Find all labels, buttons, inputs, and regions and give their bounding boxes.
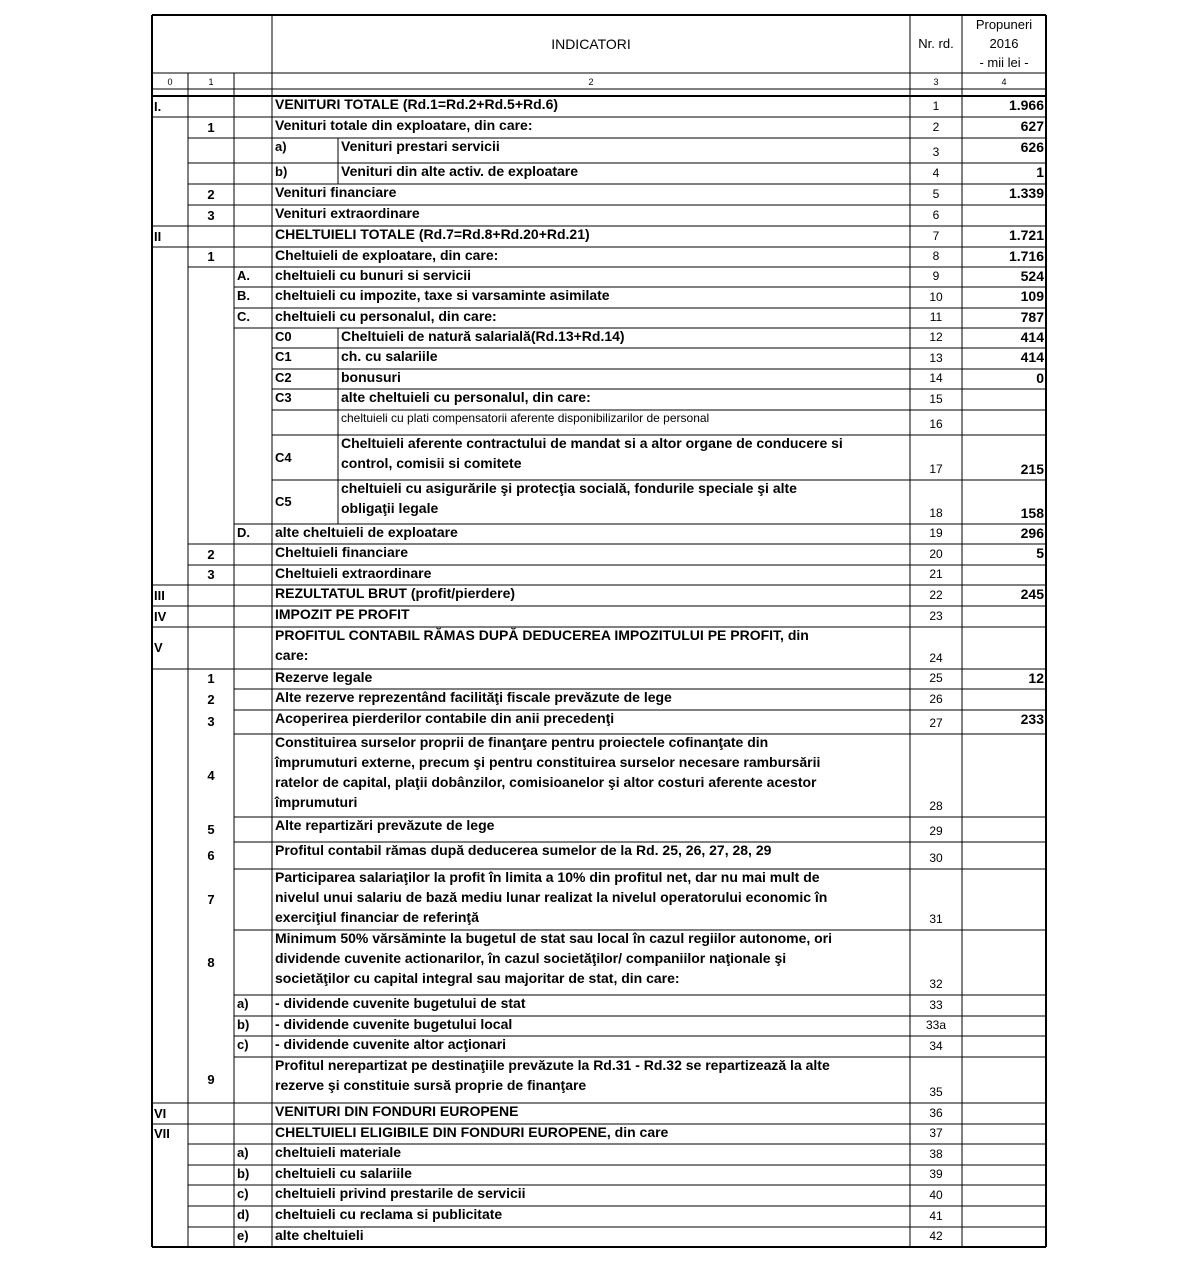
indicator-description: Cheltuieli financiare	[275, 544, 409, 560]
section-number: 6	[207, 847, 215, 863]
indicator-description: Venituri din alte activ. de exploatare	[341, 163, 579, 179]
section-number: 5	[207, 821, 215, 837]
row-number: 12	[929, 330, 943, 344]
roman-numeral: IV	[154, 608, 167, 624]
row-number: 5	[932, 187, 940, 201]
item-code: C3	[275, 390, 292, 405]
indicator-description: cheltuieli cu reclama si publicitate	[275, 1206, 503, 1222]
indicator-description: CHELTUIELI TOTALE (Rd.7=Rd.8+Rd.20+Rd.21)	[275, 226, 590, 242]
proposed-value: 1	[1036, 164, 1044, 180]
row-number: 18	[929, 506, 943, 520]
row-number: 7	[932, 229, 940, 243]
proposed-value: 1.339	[1008, 185, 1044, 201]
header-propuneri-line: Propuneri	[975, 17, 1033, 32]
proposed-value: 215	[1020, 461, 1044, 477]
row-number: 40	[929, 1188, 943, 1202]
section-number: 3	[207, 567, 215, 582]
subsection-letter: a)	[237, 1145, 249, 1160]
indicator-description: Acoperirea pierderilor contabile din anii precedenţi	[275, 710, 615, 726]
row-number: 42	[929, 1229, 943, 1243]
row-number: 14	[929, 371, 943, 385]
subsection-letter: A.	[237, 268, 250, 283]
indicator-description: Cheltuieli extraordinare	[275, 565, 432, 581]
indicator-description: cheltuieli materiale	[275, 1144, 402, 1160]
indicator-description: împrumuturi externe, precum şi pentru constituirea surselor necesare rambursării	[275, 754, 821, 770]
row-number: 24	[929, 651, 943, 665]
row-number: 37	[929, 1126, 943, 1140]
indicator-description: cheltuieli cu bunuri si servicii	[275, 267, 472, 283]
proposed-value: 158	[1020, 505, 1044, 521]
header-indicatori: INDICATORI	[551, 36, 631, 52]
subsection-letter: D.	[237, 525, 250, 540]
proposed-value: 626	[1020, 139, 1044, 155]
row-number: 31	[929, 912, 943, 926]
row-number: 21	[929, 567, 943, 581]
section-number: 2	[207, 186, 215, 202]
roman-numeral: VII	[154, 1126, 170, 1141]
column-index-label: 0	[167, 77, 173, 87]
row-number: 25	[929, 671, 943, 685]
section-number: 2	[207, 546, 215, 562]
subsection-letter: B.	[237, 288, 250, 303]
indicator-description: Participarea salariaţilor la profit în limita a 10% din profitul net, dar nu mai mult de	[275, 869, 820, 885]
indicator-description: Rezerve legale	[275, 669, 373, 685]
indicator-description: Cheltuieli de exploatare, din care:	[275, 247, 499, 263]
proposed-value: 296	[1020, 525, 1044, 541]
row-number: 26	[929, 692, 943, 706]
indicator-description: dividende cuvenite actionarilor, în cazul societăţilor/ companiilor naţionale şi	[275, 950, 787, 966]
row-number: 22	[929, 588, 943, 602]
roman-numeral: II	[154, 228, 162, 244]
proposed-value: 787	[1020, 309, 1044, 325]
section-number: 8	[207, 954, 215, 970]
section-number: 9	[207, 1072, 215, 1087]
item-code: C2	[275, 370, 292, 385]
row-number: 38	[929, 1147, 943, 1161]
proposed-value: 109	[1020, 288, 1044, 304]
indicator-description: societăţilor cu capital integral sau majoritar de stat, din care:	[275, 970, 680, 986]
indicator-description: Constituirea surselor proprii de finanţare pentru proiectele cofinanţate din	[275, 734, 769, 750]
item-code: C4	[275, 449, 292, 465]
row-number: 15	[929, 392, 943, 406]
roman-numeral: VI	[154, 1105, 167, 1121]
subsection-letter: d)	[237, 1207, 250, 1222]
row-number: 19	[929, 526, 943, 540]
section-number: 4	[207, 767, 215, 783]
column-index-label: 4	[1001, 77, 1007, 87]
header-propuneri-line: 2016	[989, 36, 1019, 51]
row-number: 33	[929, 998, 943, 1012]
row-number: 9	[932, 269, 940, 283]
proposed-value: 1.716	[1008, 248, 1044, 264]
item-code: b)	[275, 164, 288, 179]
subsection-letter: C.	[237, 309, 250, 324]
row-number: 41	[929, 1209, 943, 1223]
row-number: 8	[932, 249, 940, 263]
indicator-description: cheltuieli cu personalul, din care:	[275, 308, 497, 324]
column-index-label: 2	[588, 77, 594, 87]
row-number: 33a	[925, 1018, 947, 1032]
subsection-letter: a)	[237, 996, 249, 1011]
row-number: 28	[929, 799, 943, 813]
indicator-description: alte cheltuieli cu personalul, din care:	[341, 389, 591, 405]
indicator-description: - dividende cuvenite altor acţionari	[275, 1036, 507, 1052]
section-number: 1	[207, 671, 215, 686]
indicator-description: bonusuri	[341, 369, 401, 385]
proposed-value: 233	[1020, 711, 1044, 727]
section-number: 3	[207, 714, 215, 729]
indicator-description: împrumuturi	[275, 794, 358, 810]
indicator-description: rezerve şi constituie sursă proprie de finanţare	[275, 1077, 587, 1093]
section-number: 2	[207, 691, 215, 707]
column-index-label: 3	[933, 77, 939, 87]
indicator-description: ch. cu salariile	[341, 348, 438, 364]
indicator-description: ratelor de capital, plaţii dobânzilor, comisioanelor şi altor costuri aferente acestor	[275, 774, 817, 790]
row-number: 16	[929, 417, 943, 431]
item-code: a)	[275, 139, 287, 154]
row-number: 1	[932, 99, 940, 113]
indicator-description: Venituri extraordinare	[275, 205, 420, 221]
proposed-value: 12	[1028, 670, 1044, 686]
row-number: 23	[929, 609, 943, 623]
indicator-description: Alte rezerve reprezentând facilităţi fiscale prevăzute de lege	[275, 689, 672, 705]
indicator-description: Cheltuieli aferente contractului de mandat si a altor organe de conducere si	[341, 435, 843, 451]
roman-numeral: III	[154, 587, 165, 603]
indicator-description: IMPOZIT PE PROFIT	[275, 606, 410, 622]
row-number: 4	[932, 166, 940, 180]
indicator-description: Profitul contabil rămas după deducerea sumelor de la Rd. 25, 26, 27, 28, 29	[275, 842, 772, 858]
indicator-description: control, comisii si comitete	[341, 455, 522, 471]
roman-numeral: I.	[154, 98, 162, 114]
indicator-description: REZULTATUL BRUT (profit/pierdere)	[275, 585, 516, 601]
indicator-description: VENITURI DIN FONDURI EUROPENE	[275, 1103, 519, 1119]
row-number: 27	[929, 716, 943, 730]
proposed-value: 1.721	[1008, 227, 1044, 243]
header-propuneri-line: - mii lei -	[979, 55, 1029, 70]
indicator-description: exerciţiul financiar de referinţă	[275, 909, 479, 925]
column-index-label: 1	[208, 77, 214, 87]
indicator-description: Minimum 50% vărsăminte la bugetul de stat sau local în cazul regiilor autonome, ori	[275, 930, 833, 946]
indicator-description: Alte repartizări prevăzute de lege	[275, 817, 495, 833]
indicator-description: care:	[275, 647, 309, 663]
indicator-description: alte cheltuieli de exploatare	[275, 524, 458, 540]
indicator-description: cheltuieli cu plati compensatorii aferente disponibilizarilor de personal	[341, 411, 710, 425]
indicator-description: - dividende cuvenite bugetului local	[275, 1016, 513, 1032]
row-number: 2	[932, 120, 940, 134]
row-number: 29	[929, 824, 943, 838]
roman-numeral: V	[154, 640, 163, 655]
row-number: 11	[929, 310, 943, 324]
section-number: 1	[207, 249, 215, 264]
indicator-description: Profitul nerepartizat pe destinaţiile prevăzute la Rd.31 - Rd.32 se repartizează la alte	[275, 1057, 830, 1073]
indicator-description: - dividende cuvenite bugetului de stat	[275, 995, 526, 1011]
indicator-description: Venituri financiare	[275, 184, 397, 200]
row-number: 6	[932, 208, 940, 222]
row-number: 30	[929, 851, 943, 865]
indicator-description: Venituri totale din exploatare, din care:	[275, 117, 533, 133]
row-number: 10	[929, 290, 943, 304]
section-number: 7	[207, 891, 215, 907]
proposed-value: 414	[1020, 329, 1044, 345]
row-number: 13	[929, 351, 943, 365]
row-number: 17	[929, 462, 943, 476]
indicator-description: cheltuieli cu impozite, taxe si varsaminte asimilate	[275, 287, 610, 303]
section-number: 1	[207, 119, 215, 135]
proposed-value: 5	[1036, 545, 1044, 561]
proposed-value: 0	[1036, 370, 1044, 386]
indicator-description: CHELTUIELI ELIGIBILE DIN FONDURI EUROPENE, din care	[275, 1124, 669, 1140]
item-code: C1	[275, 349, 292, 364]
subsection-letter: e)	[237, 1228, 249, 1243]
item-code: C5	[275, 494, 292, 509]
row-number: 39	[929, 1167, 943, 1181]
subsection-letter: c)	[237, 1037, 249, 1052]
proposed-value: 524	[1020, 268, 1044, 284]
section-number: 3	[207, 207, 215, 223]
row-number: 3	[932, 145, 940, 159]
indicator-description: Venituri prestari servicii	[341, 138, 500, 154]
indicator-description: obligaţii legale	[341, 500, 439, 516]
header-nr-rd: Nr. rd.	[918, 36, 954, 51]
indicator-description: cheltuieli cu salariile	[275, 1165, 412, 1181]
row-number: 34	[929, 1039, 943, 1053]
subsection-letter: c)	[237, 1186, 249, 1201]
row-number: 32	[929, 977, 943, 991]
indicator-description: nivelul unui salariu de bază mediu lunar realizat la nivelul operatorului economic în	[275, 889, 828, 905]
indicator-description: VENITURI TOTALE (Rd.1=Rd.2+Rd.5+Rd.6)	[275, 96, 559, 112]
row-number: 36	[929, 1106, 943, 1120]
proposed-value: 627	[1020, 118, 1044, 134]
subsection-letter: b)	[237, 1166, 250, 1181]
row-number: 20	[929, 547, 943, 561]
proposed-value: 414	[1020, 349, 1044, 365]
proposed-value: 1.966	[1008, 97, 1044, 113]
row-number: 35	[929, 1085, 943, 1099]
indicator-description: cheltuieli cu asigurările şi protecţia socială, fondurile speciale şi alte	[341, 480, 797, 496]
subsection-letter: b)	[237, 1017, 250, 1032]
indicator-description: Cheltuieli de natură salarială(Rd.13+Rd.14)	[341, 328, 625, 344]
proposed-value: 245	[1020, 586, 1044, 602]
indicator-description: alte cheltuieli	[275, 1227, 364, 1243]
indicator-description: cheltuieli privind prestarile de servicii	[275, 1185, 526, 1201]
indicator-description: PROFITUL CONTABIL RĂMAS DUPĂ DEDUCEREA IMPOZITULUI PE PROFIT, din	[275, 627, 809, 643]
item-code: C0	[275, 329, 292, 344]
